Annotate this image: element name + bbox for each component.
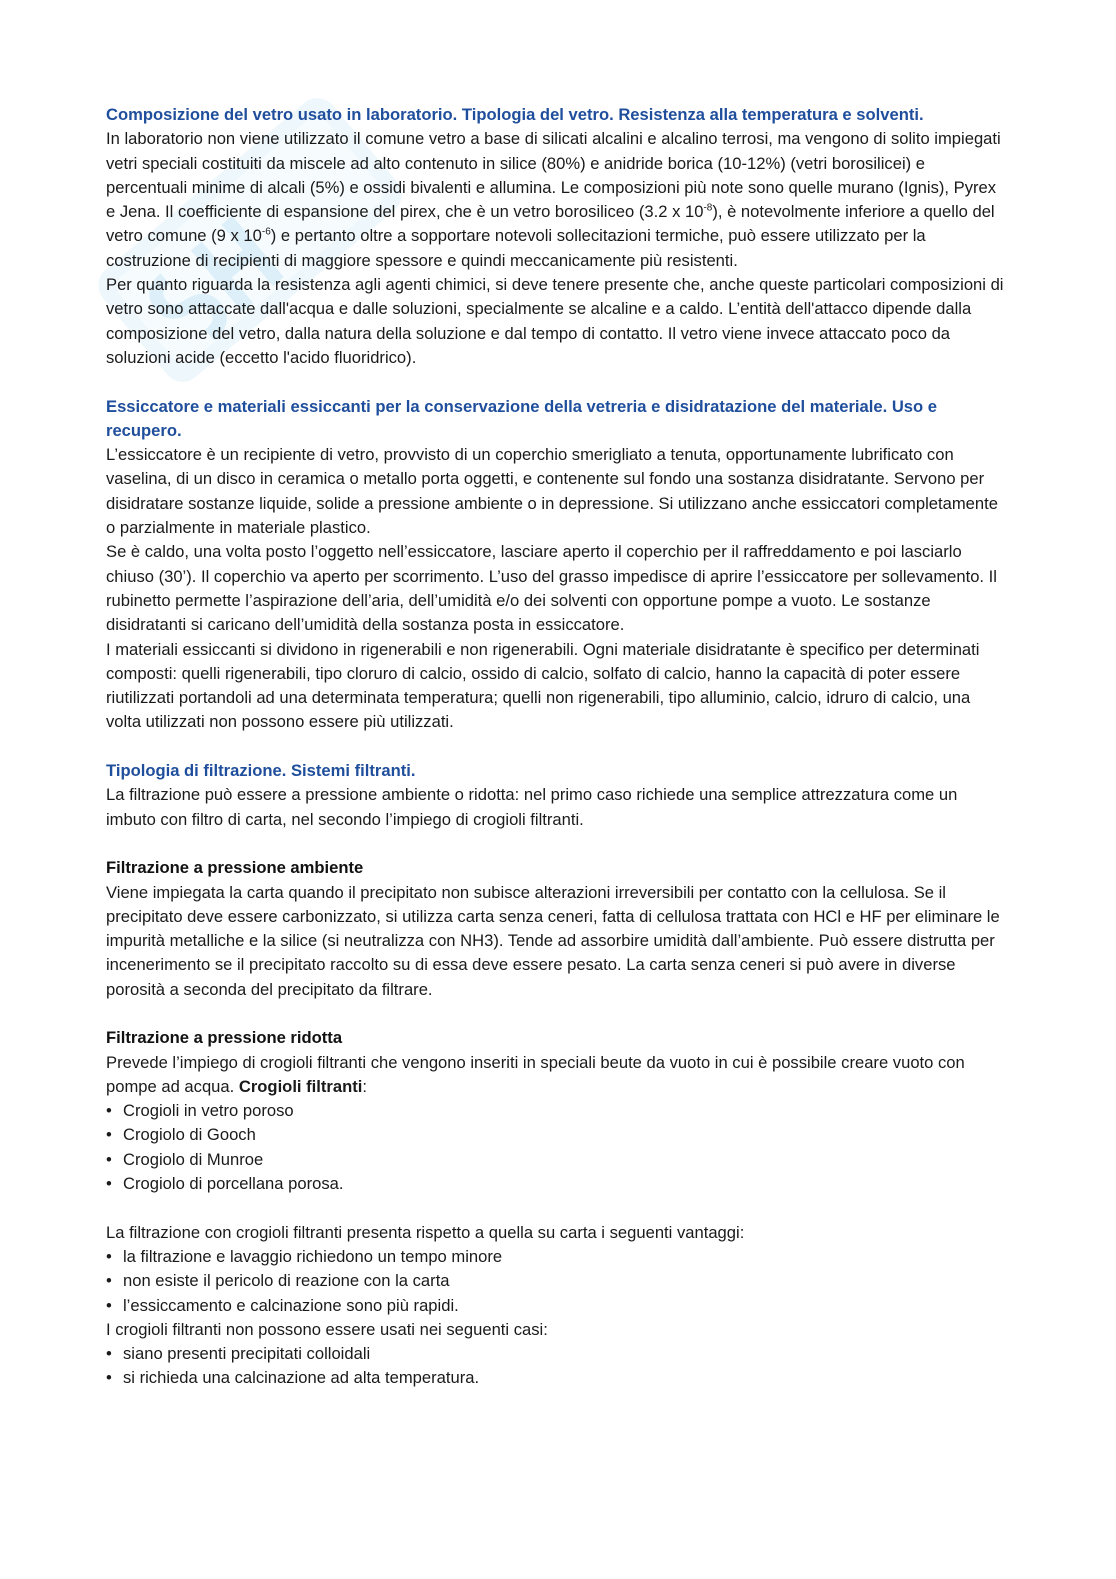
- paragraph-reduced-filtration: Prevede l’impiego di crogioli filtranti che vengono inseriti in speciali beute da vuoto in cui è possibile creare vuoto con pompe ad acqua. Crogioli filtranti:: [106, 1052, 965, 1096]
- subheading-ambient-pressure: Filtrazione a pressione ambiente: [106, 858, 364, 878]
- subheading-reduced-pressure: Filtrazione a pressione ridotta: [106, 1028, 343, 1048]
- spacer: [106, 832, 1006, 856]
- section-heading-glass: Composizione del vetro usato in laboratorio. Tipologia del vetro. Resistenza alla temperatura e solventi.: [106, 105, 924, 124]
- list-advantages: [106, 1245, 1006, 1318]
- paragraph-filtration-types: La filtrazione può essere a pressione ambiente o ridotta: nel primo caso richiede una semplice attrezzatura come un imbuto con filtro di carta, nel secondo l’impiego di crogioli filtranti.: [106, 785, 958, 829]
- document-body: [106, 103, 1006, 1391]
- paragraph-desiccant-materials: I materiali essiccanti si dividono in rigenerabili e non rigenerabili. Ogni materiale disidratante è specifico per determinati composti: quelli rigenerabili, tipo cloruro di calcio, ossido di calcio, solfato di calcio, hanno la capacità di poter essere riutilizzati portandoli ad una determinata temperatura; quelli non rigenerabili, tipo alluminio, calcio, idruro di calcio, una volta utilizzati non possono essere più utilizzati.: [106, 639, 980, 732]
- paragraph-limitations-intro: I crogioli filtranti non possono essere usati nei seguenti casi:: [106, 1319, 548, 1339]
- spacer: [106, 370, 1006, 394]
- list-item: • siano presenti precipitati colloidali: [106, 1342, 1006, 1366]
- list-item: • Crogiolo di Munroe: [106, 1148, 1006, 1172]
- spacer: [106, 1196, 1006, 1220]
- section-heading-filtration: Tipologia di filtrazione. Sistemi filtranti.: [106, 761, 416, 781]
- list-item: • si richieda una calcinazione ad alta temperatura.: [106, 1366, 1006, 1390]
- list-item: • la filtrazione e lavaggio richiedono un tempo minore: [106, 1245, 1006, 1269]
- paragraph-glass-composition: In laboratorio non viene utilizzato il comune vetro a base di silicati alcalini e alcalino terrosi, ma vengono di solito impiegati vetri speciali costituiti da miscele ad alto contenuto in silice (80%) e anidride borica (10-12%) (vetri borosilicei) e percentuali minime di alcali (5%) e ossidi bivalenti e allumina. Le composizioni più note sono quelle murano (Ignis), Pyrex e Jena. Il coefficiente di espansione del pirex, che è un vetro borosiliceo (3.2 x $10^{-8}$), è notevolmente inferiore a quello del vetro comune (9 x $10^{-6}$) e pertanto oltre a sopportare notevoli sollecitazioni termiche, può essere utilizzato per la costruzione di recipienti di maggiore spessore e quindi meccanicamente più resistenti.: [106, 129, 1001, 270]
- list-crucibles: [106, 1099, 1006, 1196]
- paragraph-desiccator-usage: Se è caldo, una volta posto l’oggetto nell’essiccatore, lasciare aperto il coperchio per il raffreddamento e poi lasciarlo chiuso (30’). Il coperchio va aperto per scorrimento. L’uso del grasso impedisce di aprire l’essiccatore per sollevamento. Il rubinetto permette l’aspirazione dell’aria, dell’umidità e/o dei solventi con opportune pompe a vuoto. Le sostanze disidratanti si caricano dell’umidità della sostanza posta in essiccatore.: [106, 542, 997, 635]
- paragraph-desiccator-description: L’essiccatore è un recipiente di vetro, provvisto di un coperchio smerigliato a tenuta, opportunamente lubrificato con vaselina, di un disco in ceramica o metallo porta oggetti, e contenente sul fondo una sostanza disidratante. Servono per disidratare sostanze liquide, solide a pressione ambiente o in depressione. Si utilizzano anche essiccatori completamente o parzialmente in materiale plastico.: [106, 445, 998, 538]
- paragraph-chemical-resistance: Per quanto riguarda la resistenza agli agenti chimici, si deve tenere presente che, anche queste particolari composizioni di vetro sono attaccate dall'acqua e dalle soluzioni, specialmente se alcaline e a caldo. L’entità dell'attacco dipende dalla composizione del vetro, dalla natura della soluzione e dal tempo di contatto. Il vetro viene invece attaccato poco da soluzioni acide (eccetto l'acido fluoridrico).: [106, 275, 1004, 367]
- list-item: • Crogiolo di Gooch: [106, 1123, 1006, 1147]
- list-limitations: [106, 1342, 1006, 1391]
- list-item: • non esiste il pericolo di reazione con la carta: [106, 1269, 1006, 1293]
- paragraph-advantages-intro: La filtrazione con crogioli filtranti presenta rispetto a quella su carta i seguenti vantaggi:: [106, 1222, 745, 1242]
- spacer: [106, 735, 1006, 759]
- list-item: • l’essiccamento e calcinazione sono più rapidi.: [106, 1294, 1006, 1318]
- list-item: • Crogioli in vetro poroso: [106, 1099, 1006, 1123]
- paragraph-ambient-filtration: Viene impiegata la carta quando il precipitato non subisce alterazioni irreversibili per contatto con la cellulosa. Se il precipitato deve essere carbonizzato, si utilizza carta senza ceneri, fatta di cellulosa trattata con HCl e HF per eliminare le impurità metalliche e la silice (si neutralizza con NH3). Tende ad assorbire umidità dall’ambiente. Può essere distrutta per incenerimento se il precipitato raccolto su di essa deve essere pesato. La carta senza ceneri si può avere in diverse porosità a seconda del precipitato da filtrare.: [106, 882, 1000, 999]
- spacer: [106, 1002, 1006, 1026]
- section-heading-desiccator: Essiccatore e materiali essiccanti per la conservazione della vetreria e disidratazione del materiale. Uso e recupero.: [106, 396, 938, 440]
- list-item: • Crogiolo di porcellana porosa.: [106, 1172, 1006, 1196]
